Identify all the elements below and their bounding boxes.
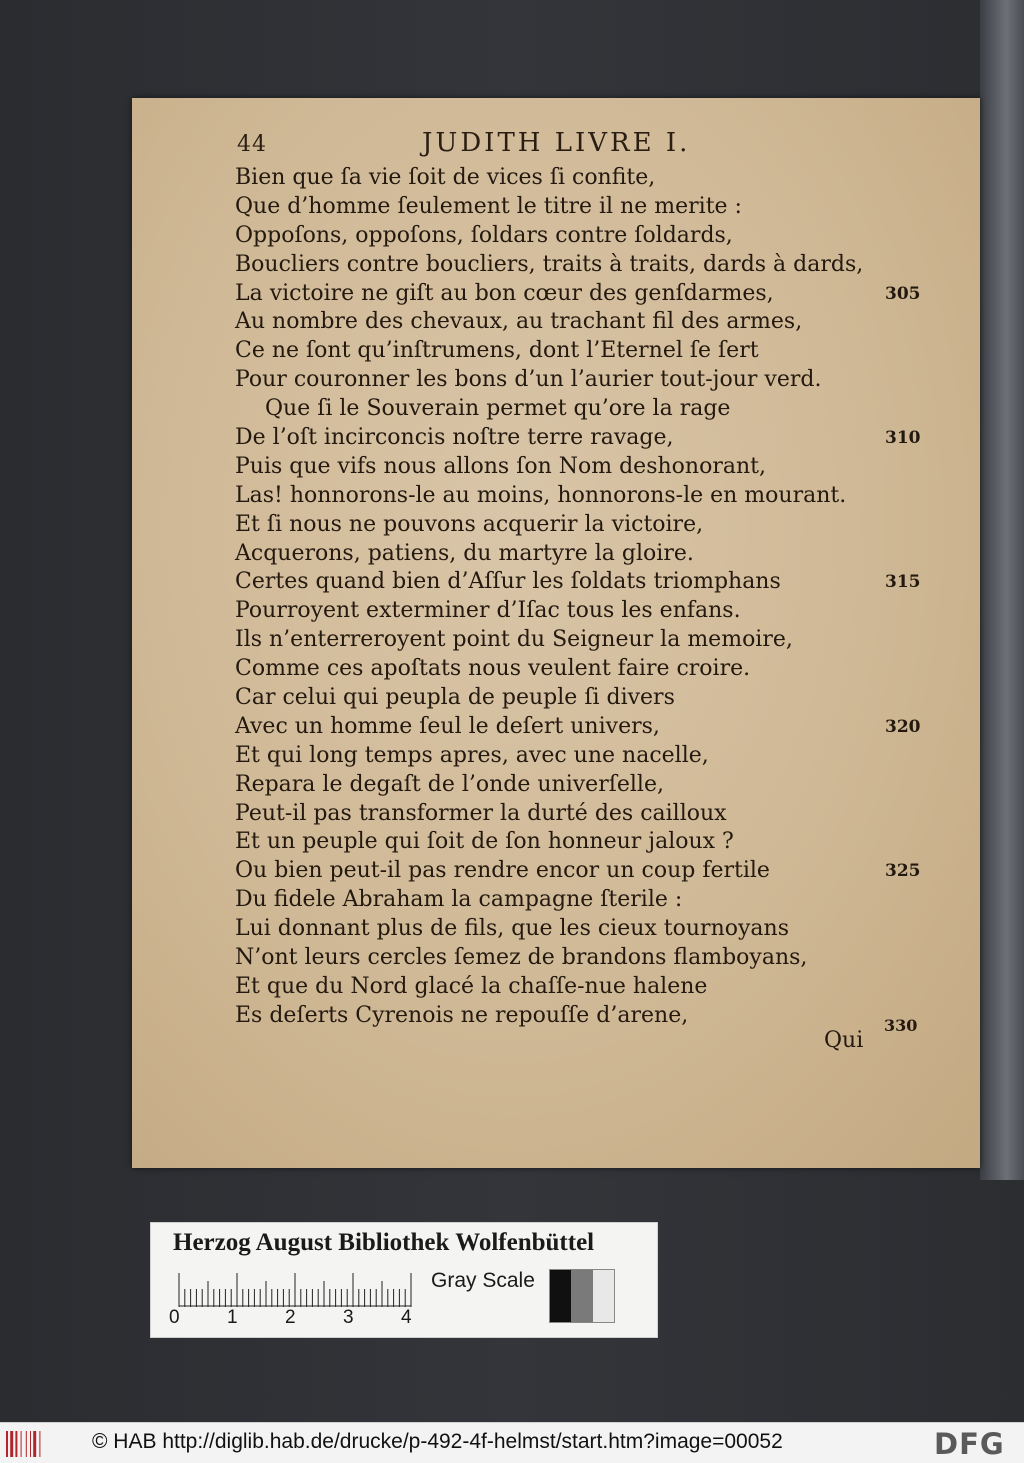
verse-text: Peut-il pas transformer la durté des cailloux bbox=[235, 800, 727, 826]
verse-line bbox=[235, 482, 955, 511]
verse-text: Du fidele Abraham la campagne ſterile : bbox=[235, 887, 683, 913]
verse-line bbox=[235, 1002, 955, 1031]
verse-text: Es deſerts Cyrenois ne repouſſe d’arene, bbox=[235, 1002, 689, 1028]
line-number: 320 bbox=[885, 716, 921, 737]
catch-line-number: 330 bbox=[884, 1016, 918, 1035]
verse-line bbox=[235, 944, 955, 973]
footer-bar bbox=[0, 1422, 1024, 1463]
verse-text: Que ſi le Souverain permet qu’ore la rage bbox=[265, 396, 731, 422]
verse-line bbox=[235, 713, 955, 742]
line-number: 325 bbox=[885, 861, 921, 882]
verse-line bbox=[235, 886, 955, 915]
ruler-digit: 3 bbox=[343, 1307, 354, 1328]
verse-line bbox=[235, 568, 955, 597]
line-number: 310 bbox=[885, 428, 921, 449]
verse-text: Lui donnant plus de fils, que les cieux tournoyans bbox=[235, 916, 789, 942]
verse-text: N’ont leurs cercles ſemez de brandons flamboyans, bbox=[235, 945, 808, 971]
verse-line bbox=[235, 626, 955, 655]
verse-text: Et un peuple qui ſoit de ſon honneur jaloux ? bbox=[235, 829, 734, 855]
verse-line bbox=[235, 800, 955, 829]
ruler-digit: 1 bbox=[227, 1307, 238, 1328]
verse-text: Ce ne ſont qu’inſtrumens, dont l’Eternel ſe ſert bbox=[235, 338, 759, 364]
gray-swatch bbox=[571, 1270, 592, 1322]
adjacent-page-edge bbox=[980, 0, 1024, 1180]
barcode-icon bbox=[6, 1431, 48, 1457]
verse-text: Et qui long temps apres, avec une nacelle, bbox=[235, 742, 709, 768]
verse-text: Ils n’enterreroyent point du Seigneur la memoire, bbox=[235, 627, 793, 653]
poem-text bbox=[235, 164, 955, 1031]
verse-line bbox=[235, 742, 955, 771]
ruler-digits bbox=[169, 1307, 429, 1329]
verse-line bbox=[235, 280, 955, 309]
verse-text: Au nombre des chevaux, au trachant fil des armes, bbox=[235, 309, 803, 335]
verse-text: Oppoſons, oppoſons, ſoldars contre ſoldards, bbox=[235, 222, 733, 248]
line-number: 315 bbox=[885, 572, 921, 593]
library-name: Herzog August Bibliothek Wolfenbüttel bbox=[173, 1229, 595, 1256]
verse-line bbox=[235, 453, 955, 482]
verse-line bbox=[235, 684, 955, 713]
verse-line bbox=[235, 597, 955, 626]
verse-text: Certes quand bien d’Aſſur les ſoldats triomphans bbox=[235, 569, 781, 595]
verse-text: Comme ces apoſtats nous veulent faire croire. bbox=[235, 656, 751, 682]
verse-line bbox=[235, 395, 955, 424]
verse-line bbox=[235, 337, 955, 366]
gray-swatch bbox=[550, 1270, 571, 1322]
verse-text: Ou bien peut-il pas rendre encor un coup fertile bbox=[235, 858, 770, 884]
copyright-link[interactable]: © HAB http://diglib.hab.de/drucke/p-492-4f-helmst/start.htm?image=00052 bbox=[92, 1430, 783, 1453]
verse-text: Pour couronner les bons d’un l’aurier tout-jour verd. bbox=[235, 367, 822, 393]
verse-line bbox=[235, 973, 955, 1002]
verse-line bbox=[235, 828, 955, 857]
verse-text: Pourroyent exterminer d’Iſac tous les enfans. bbox=[235, 598, 741, 624]
ruler-digit: 0 bbox=[169, 1307, 180, 1328]
running-head: JUDITH LIVRE I. bbox=[422, 128, 691, 158]
catchword: Qui bbox=[824, 1028, 864, 1053]
verse-line bbox=[235, 915, 955, 944]
verse-line bbox=[235, 308, 955, 337]
gray-scale-swatches bbox=[549, 1269, 615, 1323]
verse-text: Repara le degaſt de l’onde univerſelle, bbox=[235, 771, 664, 797]
ruler-digit: 4 bbox=[401, 1307, 412, 1328]
verse-text: Avec un homme ſeul le deſert univers, bbox=[235, 713, 660, 739]
verse-line bbox=[235, 511, 955, 540]
verse-line bbox=[235, 424, 955, 453]
verse-text: Et ſi nous ne pouvons acquerir la victoire, bbox=[235, 511, 704, 537]
verse-line bbox=[235, 222, 955, 251]
page-number: 44 bbox=[237, 132, 267, 157]
book-page bbox=[132, 98, 980, 1168]
gray-scale-label: Gray Scale bbox=[431, 1269, 535, 1292]
line-number: 305 bbox=[885, 283, 921, 304]
color-calibration-card bbox=[150, 1222, 658, 1338]
verse-text: Car celui qui peupla de peuple ſi divers bbox=[235, 685, 675, 711]
verse-text: Las! honnorons-le au moins, honnorons-le en mourant. bbox=[235, 482, 847, 508]
verse-line bbox=[235, 540, 955, 569]
dfg-logo: DFG bbox=[934, 1427, 1005, 1461]
verse-line bbox=[235, 655, 955, 684]
verse-line bbox=[235, 251, 955, 280]
verse-text: Que d’homme ſeulement le titre il ne merite : bbox=[235, 193, 742, 219]
verse-line bbox=[235, 771, 955, 800]
verse-text: Puis que vifs nous allons ſon Nom deshonorant, bbox=[235, 453, 766, 479]
verse-text: Boucliers contre boucliers, traits à traits, dards à dards, bbox=[235, 251, 864, 277]
ruler-scale bbox=[177, 1271, 415, 1307]
verse-line bbox=[235, 857, 955, 886]
verse-line bbox=[235, 366, 955, 395]
verse-line bbox=[235, 164, 955, 193]
verse-text: La victoire ne giſt au bon cœur des genſdarmes, bbox=[235, 280, 774, 306]
gray-swatch bbox=[593, 1270, 614, 1322]
ruler-digit: 2 bbox=[285, 1307, 296, 1328]
verse-text: De l’oſt incirconcis noſtre terre ravage, bbox=[235, 425, 674, 451]
verse-line bbox=[235, 193, 955, 222]
verse-text: Et que du Nord glacé la chaſſe-nue halene bbox=[235, 973, 708, 999]
verse-text: Acquerons, patiens, du martyre la gloire. bbox=[235, 540, 694, 566]
verse-text: Bien que ſa vie ſoit de vices ſi confite, bbox=[235, 165, 656, 190]
